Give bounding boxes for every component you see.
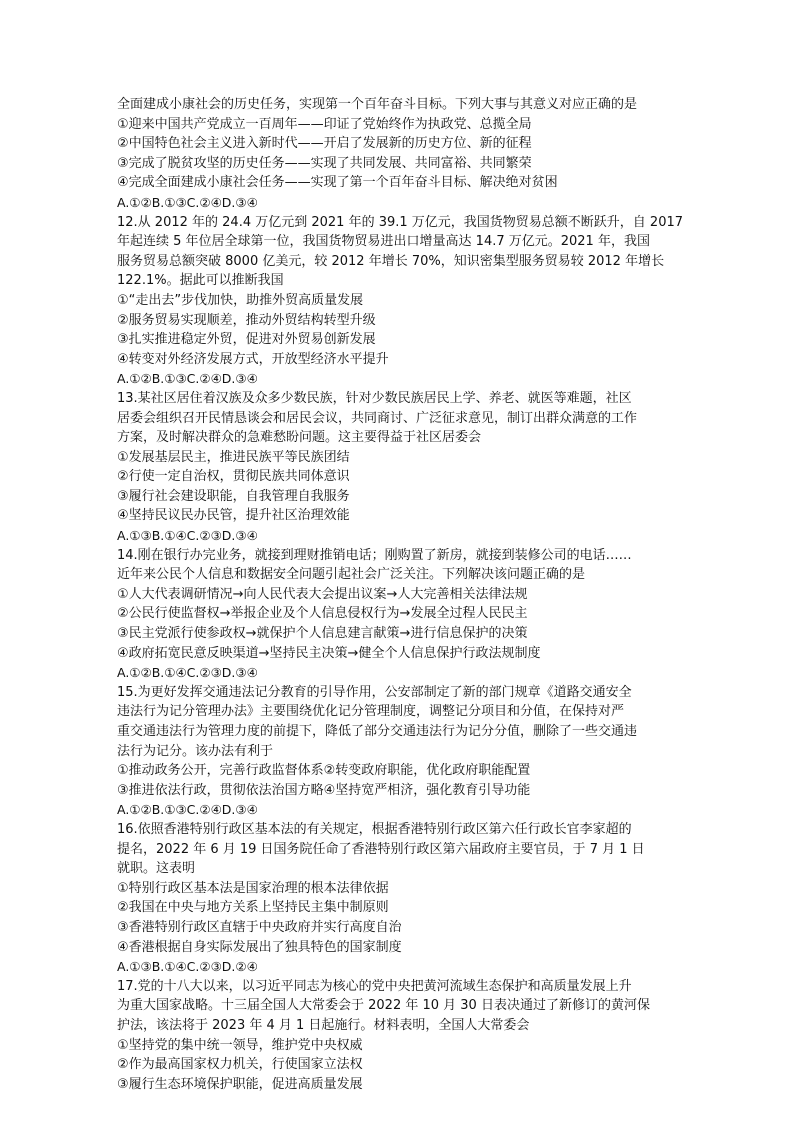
question-stem-line: 14.刚在银行办完业务，就接到理财推销电话；刚购置了新房，就接到装修公司的电话…… <box>117 547 632 563</box>
option-line: ①“走出去”步伐加快，助推外贸高质量发展 <box>117 292 364 308</box>
question-stem-line: 服务贸易总额突破 8000 亿美元，较 2012 年增长 70%，知识密集型服务贸易较 2012 年增长 <box>117 253 665 269</box>
question-stem-line: 护法，该法将于 2023 年 4 月 1 日起施行。材料表明，全国人大常委会 <box>117 1017 530 1033</box>
option-line: ①推动政务公开，完善行政监督体系②转变政府职能，优化政府职能配置 <box>117 763 531 779</box>
option-line: ④坚持民议民办民管，提升社区治理效能 <box>117 508 350 524</box>
option-line: ①坚持党的集中统一领导，维护党中央权威 <box>117 1037 363 1053</box>
exam-page <box>117 95 682 1094</box>
question-stem-line: 全面建成小康社会的历史任务，实现第一个百年奋斗目标。下列大事与其意义对应正确的是 <box>117 97 638 112</box>
question-17 <box>117 977 682 1095</box>
question-stem-line: 17.党的十八大以来，以习近平同志为核心的党中央把黄河流域生态保护和高质量发展上升 <box>117 978 632 994</box>
question-stem-line: 法行为记分。该办法有利于 <box>117 743 274 759</box>
question-stem-line: 方案，及时解决群众的急难愁盼问题。这主要得益于社区居委会 <box>117 430 482 446</box>
option-line: ①发展基层民主，推进民族平等民族团结 <box>117 449 350 465</box>
question-stem-line: 近年来公民个人信息和数据安全问题引起社会广泛关注。下列解决该问题正确的是 <box>117 567 586 583</box>
question-stem-line: 12.从 2012 年的 24.4 万亿元到 2021 年的 39.1 万亿元，我国货物贸易总额不断跃升，自 2017 <box>117 214 684 230</box>
option-line: ③履行生态环境保护职能，促进高质量发展 <box>117 1076 363 1092</box>
answer-choices: A.①②B.①③C.②④D.③④ <box>117 371 258 387</box>
option-line: ③完成了脱贫攻坚的历史任务——实现了共同发展、共同富裕、共同繁荣 <box>117 155 532 171</box>
option-line: ②服务贸易实现顺差，推动外贸结构转型升级 <box>117 312 376 328</box>
option-line: ②行使一定自治权，贯彻民族共同体意识 <box>117 469 350 485</box>
question-14 <box>117 546 682 683</box>
option-line: ②作为最高国家权力机关，行使国家立法权 <box>117 1057 363 1073</box>
option-line: ③履行社会建设职能，自我管理自我服务 <box>117 488 350 504</box>
question-13 <box>117 389 682 546</box>
question-stem-line: 15.为更好发挥交通违法记分教育的引导作用，公安部制定了新的部门规章《道路交通安全 <box>117 684 632 700</box>
option-line: ③民主党派行使参政权→就保护个人信息建言献策→进行信息保护的决策 <box>117 626 528 642</box>
question-stem-line: 16.依照香港特别行政区基本法的有关规定，根据香港特别行政区第六任行政长官李家超的 <box>117 821 632 837</box>
option-line: ③香港特别行政区直辖于中央政府并实行高度自治 <box>117 919 402 935</box>
option-line: ④转变对外经济发展方式，开放型经济水平提升 <box>117 351 389 367</box>
option-line: ①特别行政区基本法是国家治理的根本法律依据 <box>117 880 389 896</box>
question-stem-line: 违法行为记分管理办法》主要围绕优化记分管理制度，调整记分项目和分值，在保持对严 <box>117 704 625 720</box>
option-line: ①人大代表调研情况→向人民代表大会提出议案→人大完善相关法律法规 <box>117 586 528 602</box>
option-line: ②中国特色社会主义进入新时代——开启了发展新的历史方位、新的征程 <box>117 136 532 152</box>
question-15 <box>117 683 682 820</box>
option-line: ②我国在中央与地方关系上坚持民主集中制原则 <box>117 900 389 916</box>
answer-choices: A.①②B.①③C.②④D.③④ <box>117 194 258 210</box>
answer-choices: A.①②B.①③C.②④D.③④ <box>117 802 258 818</box>
option-line: ③推进依法行政，贯彻依法治国方略④坚持宽严相济，强化教育引导功能 <box>117 782 531 798</box>
question-stem-line: 13.某社区居住着汉族及众多少数民族，针对少数民族居民上学、养老、就医等难题，社区 <box>117 390 632 406</box>
question-12 <box>117 213 682 389</box>
question-stem-line: 122.1%。据此可以推断我国 <box>117 273 284 289</box>
answer-choices: A.①③B.①④C.②③D.②④ <box>117 959 258 975</box>
answer-choices: A.①③B.①④C.②③D.③④ <box>117 528 258 544</box>
option-line: ④香港根据自身实际发展出了独具特色的国家制度 <box>117 939 402 955</box>
question-16 <box>117 820 682 977</box>
option-line: ①迎来中国共产党成立一百周年——印证了党始终作为执政党、总揽全局 <box>117 116 532 132</box>
question-intro <box>117 95 682 213</box>
question-stem-line: 居委会组织召开民情恳谈会和居民会议，共同商讨、广泛征求意见，制订出群众满意的工作 <box>117 410 638 426</box>
question-stem-line: 年起连续 5 年位居全球第一位，我国货物贸易进出口增量高达 14.7 万亿元。2021 年，我国 <box>117 234 650 250</box>
answer-choices: A.①②B.①④C.②③D.③④ <box>117 665 258 681</box>
option-line: ③扎实推进稳定外贸，促进对外贸易创新发展 <box>117 332 376 348</box>
question-stem-line: 就职。这表明 <box>117 861 196 877</box>
question-stem-line: 提名，2022 年 6 月 19 日国务院任命了香港特别行政区第六届政府主要官员，于 7 月 1 日 <box>117 841 645 857</box>
question-stem-line: 重交通违法行为管理力度的前提下，降低了部分交通违法行为记分分值，删除了一些交通违 <box>117 724 638 739</box>
option-line: ④政府拓宽民意反映渠道→坚持民主决策→健全个人信息保护行政法规制度 <box>117 645 541 661</box>
option-line: ②公民行使监督权→举报企业及个人信息侵权行为→发展全过程人民民主 <box>117 606 528 622</box>
option-line: ④完成全面建成小康社会任务——实现了第一个百年奋斗目标、解决绝对贫困 <box>117 175 558 191</box>
question-stem-line: 为重大国家战略。十三届全国人大常委会于 2022 年 10 月 30 日表决通过了新修订的黄河保 <box>117 998 650 1014</box>
